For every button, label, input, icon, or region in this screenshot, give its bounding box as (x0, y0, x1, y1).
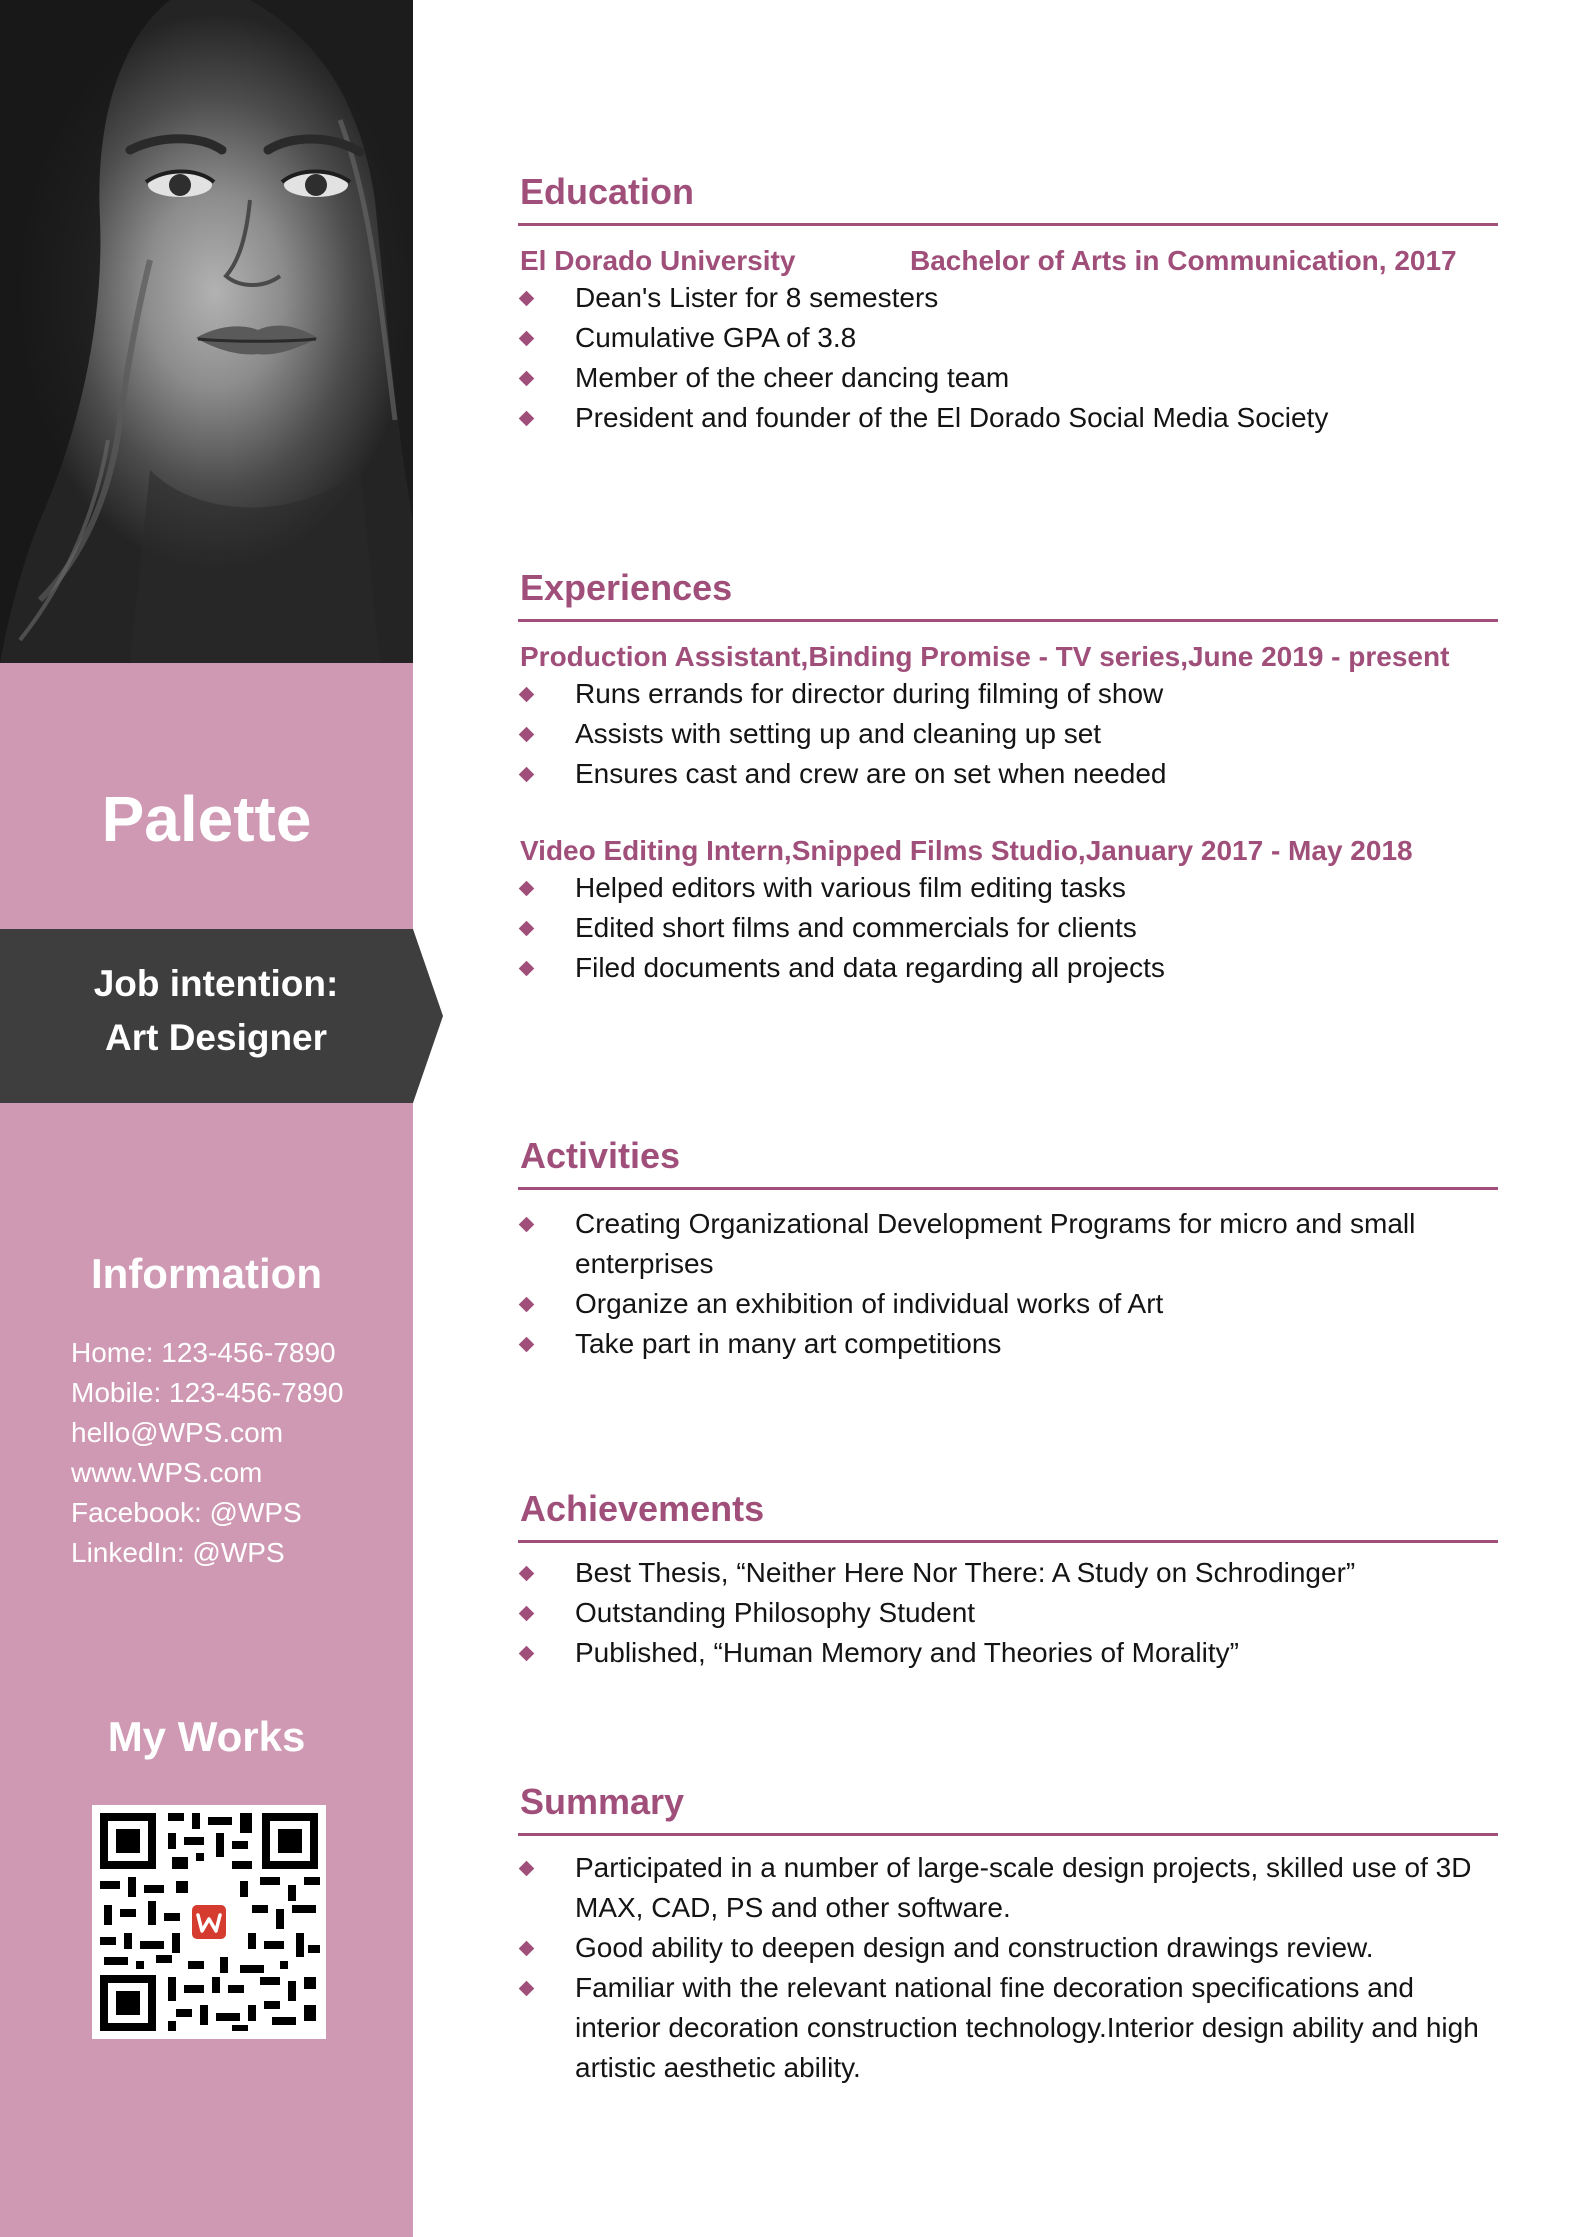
experiences-title: Experiences (520, 567, 733, 608)
list-item: Published, “Human Memory and Theories of Morality” (518, 1633, 1498, 1673)
list-item: Familiar with the relevant national fine decoration specifications and interior decoration construction technology.Interior design ability and high artistic aesthetic ability. (518, 1968, 1498, 2088)
email-address[interactable]: hello@WPS.com (71, 1417, 284, 1448)
list-item: Filed documents and data regarding all projects (518, 948, 1498, 988)
diamond-bullet-icon (519, 1217, 535, 1233)
profile-photo (0, 0, 413, 663)
job-intention-label: Job intention: (93, 963, 339, 1004)
diamond-bullet-icon (519, 1861, 535, 1877)
list-item: President and founder of the El Dorado Social Media Society (518, 398, 1498, 438)
qr-code[interactable] (92, 1805, 326, 2039)
job-heading: Production Assistant,Binding Promise - TV series,June 2019 - present (520, 641, 1450, 672)
diamond-bullet-icon (519, 767, 535, 783)
diamond-bullet-icon (519, 1297, 535, 1313)
activities-bullets (518, 1204, 1498, 1364)
list-item: Good ability to deepen design and construction drawings review. (518, 1928, 1498, 1968)
list-item: Participated in a number of large-scale design projects, skilled use of 3D MAX, CAD, PS and other software. (518, 1848, 1498, 1928)
experiences-section (518, 566, 1498, 988)
diamond-bullet-icon (519, 1646, 535, 1662)
candidate-name: Palette (101, 783, 312, 855)
section-divider (518, 223, 1498, 226)
list-item: Member of the cheer dancing team (518, 358, 1498, 398)
list-item: Dean's Lister for 8 semesters (518, 278, 1498, 318)
job-heading: Video Editing Intern,Snipped Films Studio,January 2017 - May 2018 (520, 835, 1413, 866)
education-section (518, 170, 1498, 438)
diamond-bullet-icon (519, 291, 535, 307)
diamond-bullet-icon (519, 687, 535, 703)
job-intention-banner (0, 929, 445, 1103)
list-item: Outstanding Philosophy Student (518, 1593, 1498, 1633)
education-title: Education (520, 171, 695, 212)
diamond-bullet-icon (519, 411, 535, 427)
diamond-bullet-icon (519, 1606, 535, 1622)
list-item: Helped editors with various film editing tasks (518, 868, 1498, 908)
facebook-handle[interactable]: Facebook: @WPS (71, 1497, 302, 1528)
education-entry-heading (518, 244, 1498, 278)
list-item: Runs errands for director during filming of show (518, 674, 1498, 714)
list-item: Organize an exhibition of individual works of Art (518, 1284, 1498, 1324)
diamond-bullet-icon (519, 1566, 535, 1582)
section-divider (518, 1833, 1498, 1836)
job-title: Art Designer (104, 1017, 328, 1058)
diamond-bullet-icon (519, 961, 535, 977)
diamond-bullet-icon (519, 1941, 535, 1957)
diamond-bullet-icon (519, 727, 535, 743)
diamond-bullet-icon (519, 371, 535, 387)
achievements-section (518, 1487, 1498, 1673)
list-item: Ensures cast and crew are on set when needed (518, 754, 1498, 794)
section-divider (518, 619, 1498, 622)
section-divider (518, 1187, 1498, 1190)
home-phone: Home: 123-456-7890 (71, 1337, 336, 1368)
diamond-bullet-icon (519, 921, 535, 937)
job-bullets (518, 868, 1498, 988)
section-divider (518, 1540, 1498, 1543)
contact-info-list (71, 1333, 343, 1573)
my-works-heading: My Works (107, 1713, 306, 1760)
list-item: Creating Organizational Development Programs for micro and small enterprises (518, 1204, 1498, 1284)
list-item: Best Thesis, “Neither Here Nor There: A Study on Schrodinger” (518, 1553, 1498, 1593)
website[interactable]: www.WPS.com (71, 1457, 263, 1488)
diamond-bullet-icon (519, 1981, 535, 1997)
list-item: Take part in many art competitions (518, 1324, 1498, 1364)
activities-section (518, 1134, 1498, 1364)
diamond-bullet-icon (519, 1337, 535, 1353)
job-bullets (518, 674, 1498, 794)
information-heading: Information (91, 1250, 322, 1297)
achievements-title: Achievements (520, 1488, 765, 1529)
education-bullets (518, 278, 1498, 438)
degree: Bachelor of Arts in Communication, 2017 (910, 245, 1457, 276)
diamond-bullet-icon (519, 881, 535, 897)
list-item: Cumulative GPA of 3.8 (518, 318, 1498, 358)
school-name: El Dorado University (520, 245, 796, 276)
summary-section (518, 1780, 1498, 2088)
wps-logo-icon (188, 1901, 230, 1943)
list-item: Assists with setting up and cleaning up set (518, 714, 1498, 754)
diamond-bullet-icon (519, 331, 535, 347)
mobile-phone: Mobile: 123-456-7890 (71, 1377, 344, 1408)
list-item: Edited short films and commercials for clients (518, 908, 1498, 948)
linkedin-handle[interactable]: LinkedIn: @WPS (71, 1537, 285, 1568)
activities-title: Activities (520, 1135, 681, 1176)
achievements-bullets (518, 1553, 1498, 1673)
summary-bullets (518, 1848, 1498, 2088)
summary-title: Summary (520, 1781, 685, 1822)
